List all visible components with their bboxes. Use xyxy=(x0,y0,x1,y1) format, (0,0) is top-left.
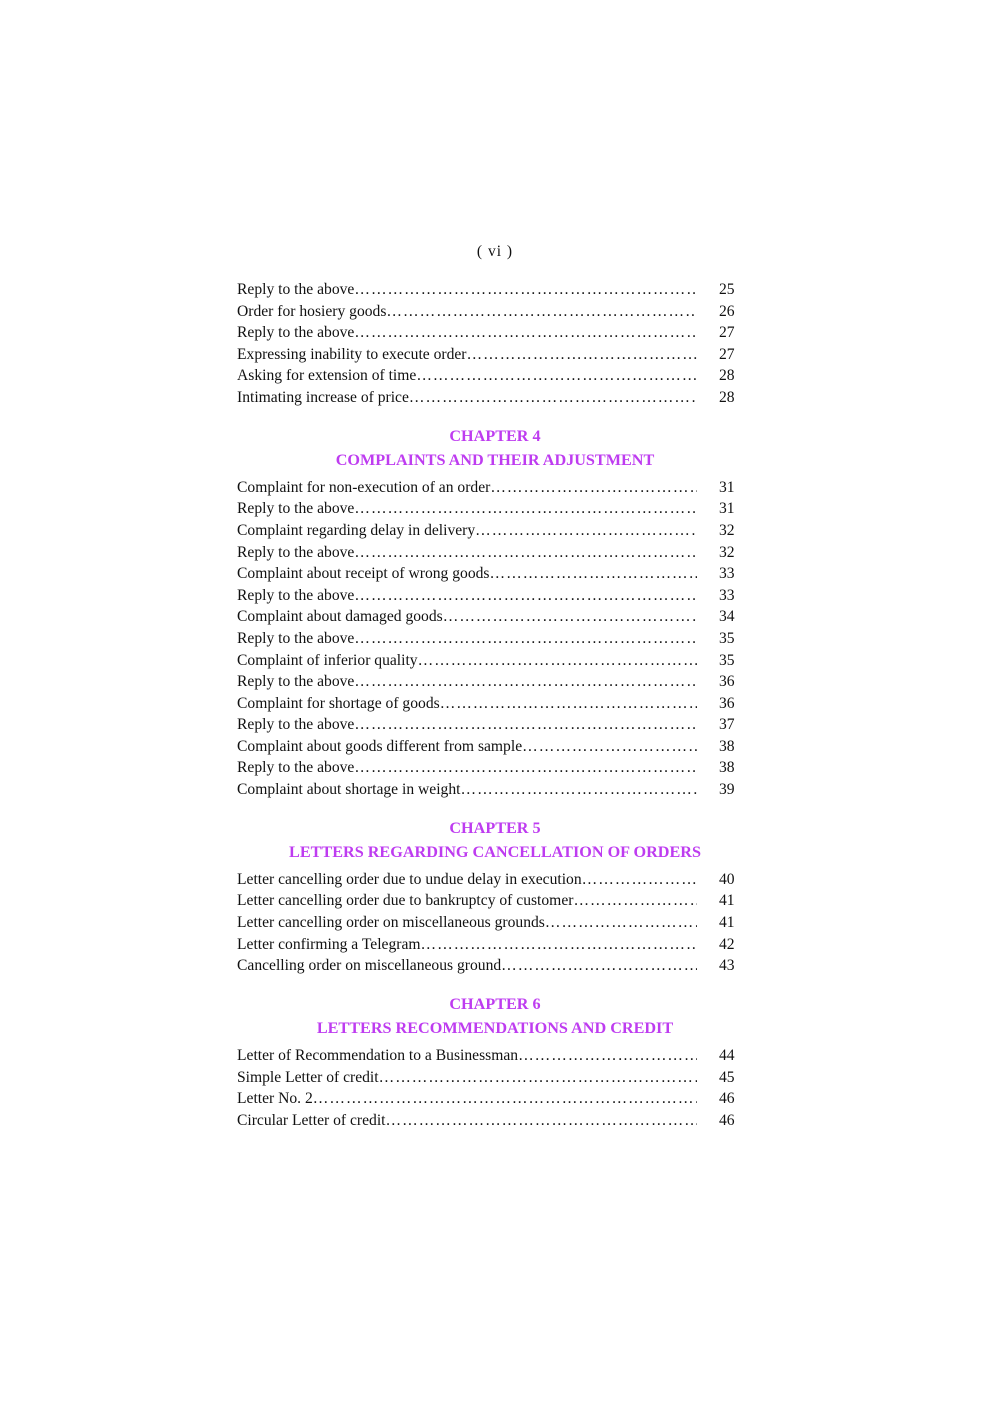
dot-leader xyxy=(354,628,697,650)
toc-entry-title: Complaint for non-execution of an order xyxy=(237,478,491,496)
dot-leader xyxy=(573,890,697,912)
toc-entry xyxy=(237,606,753,628)
dot-leader xyxy=(421,934,697,956)
dot-leader xyxy=(440,693,697,715)
toc-entry-title: Letter cancelling order on miscellaneous grounds xyxy=(237,914,545,932)
toc-entry-page: 42 xyxy=(719,935,735,953)
dot-leader xyxy=(409,387,697,409)
chapter-subtitle: LETTERS RECOMMENDATIONS AND CREDIT xyxy=(316,1019,674,1038)
toc-entry-page: 28 xyxy=(719,367,735,385)
dot-leader xyxy=(354,714,697,736)
dot-leader xyxy=(354,498,697,520)
toc-entry-title: Complaint of inferior quality xyxy=(237,651,418,669)
toc-entry xyxy=(237,714,753,736)
toc-entry-title: Complaint for shortage of goods xyxy=(237,694,440,712)
toc-entry-page: 34 xyxy=(719,608,735,626)
toc-entry-title: Reply to the above xyxy=(237,281,355,298)
dot-leader xyxy=(522,736,697,758)
toc-entry-page: 38 xyxy=(719,759,735,777)
toc-entry xyxy=(237,498,753,520)
toc-entry-page: 32 xyxy=(719,521,735,539)
dot-leader xyxy=(490,477,697,499)
toc-entry-page: 43 xyxy=(719,957,735,975)
toc-entry-page: 46 xyxy=(719,1090,735,1108)
toc-entry-page: 46 xyxy=(719,1111,735,1129)
dot-leader xyxy=(460,779,697,801)
toc-entry-title: Complaint about receipt of wrong goods xyxy=(237,565,490,583)
toc-entry-title: Reply to the above xyxy=(237,673,355,691)
toc-entry xyxy=(237,301,753,323)
toc-entry-page: 35 xyxy=(719,629,735,647)
toc-entry xyxy=(237,693,753,715)
toc-entry-title: Intimating increase of price xyxy=(237,388,409,406)
toc-entry-title: Expressing inability to execute order xyxy=(237,345,467,363)
toc-entry-title: Circular Letter of credit xyxy=(237,1111,386,1129)
toc-entry-page: 36 xyxy=(719,694,735,712)
toc-entry-title: Order for hosiery goods xyxy=(237,302,387,320)
toc-entry xyxy=(237,1067,753,1089)
toc-entry-title: Reply to the above xyxy=(237,716,355,734)
toc-entry-page: 36 xyxy=(719,673,735,691)
toc-entry-title: Complaint about goods different from sample xyxy=(237,737,523,755)
chapter-heading: CHAPTER 6 xyxy=(449,994,541,1013)
toc-entry xyxy=(237,542,753,564)
toc-entry xyxy=(237,344,753,366)
toc-entry xyxy=(237,779,753,801)
toc-entry-title: Reply to the above xyxy=(237,500,355,518)
toc-entry-title: Reply to the above xyxy=(237,759,355,777)
chapter-subtitle: COMPLAINTS AND THEIR ADJUSTMENT xyxy=(335,451,655,470)
toc-entry-page: 25 xyxy=(719,281,735,298)
dot-leader xyxy=(354,757,697,779)
toc-entry-title: Letter cancelling order due to bankruptcy of customer xyxy=(237,892,574,910)
dot-leader xyxy=(354,585,697,607)
toc-entry xyxy=(237,279,753,301)
toc-entry xyxy=(237,520,753,542)
toc-entry-title: Reply to the above xyxy=(237,586,355,604)
toc-entry-page: 27 xyxy=(719,345,735,363)
toc-entry-title: Letter cancelling order due to undue delay in execution xyxy=(237,870,582,888)
toc-entry-page: 33 xyxy=(719,565,735,583)
toc-entry-page: 40 xyxy=(719,870,735,888)
toc-entry-title: Letter No. 2 xyxy=(237,1090,313,1108)
toc-entry xyxy=(237,477,753,499)
toc-entry-title: Complaint regarding delay in delivery xyxy=(237,521,476,539)
toc-entry-page: 38 xyxy=(719,737,735,755)
chapter-heading: CHAPTER 4 xyxy=(449,426,541,445)
dot-leader xyxy=(386,301,697,323)
table-of-contents xyxy=(237,241,753,1131)
toc-entry-page: 31 xyxy=(719,500,735,518)
toc-entry xyxy=(237,934,753,956)
toc-entry-page: 33 xyxy=(719,586,735,604)
toc-entry-page: 28 xyxy=(719,388,735,406)
toc-entry xyxy=(237,387,753,409)
toc-entry-page: 31 xyxy=(719,478,735,496)
toc-entry-page: 45 xyxy=(719,1068,735,1086)
toc-entry-title: Complaint about shortage in weight xyxy=(237,781,461,799)
toc-entry-title: Reply to the above xyxy=(237,324,355,342)
dot-leader xyxy=(501,955,697,977)
chapter-subtitle: LETTERS REGARDING CANCELLATION OF ORDERS xyxy=(289,843,701,862)
toc-entry-title: Cancelling order on miscellaneous ground xyxy=(237,957,502,975)
dot-leader xyxy=(475,520,697,542)
dot-leader xyxy=(467,344,697,366)
dot-leader xyxy=(582,869,697,891)
dot-leader xyxy=(354,542,697,564)
dot-leader xyxy=(354,279,697,301)
dot-leader xyxy=(443,606,697,628)
toc-entry-page: 35 xyxy=(719,651,735,669)
toc-entry-page: 26 xyxy=(719,302,735,320)
toc-entry-title: Letter of Recommendation to a Businessman xyxy=(237,1047,519,1064)
toc-entry xyxy=(237,628,753,650)
toc-entry xyxy=(237,563,753,585)
dot-leader xyxy=(416,365,697,387)
toc-entry-page: 39 xyxy=(719,781,735,799)
toc-entry-title: Simple Letter of credit xyxy=(237,1068,379,1086)
dot-leader xyxy=(490,563,698,585)
toc-entry xyxy=(237,890,753,912)
toc-entry xyxy=(237,322,753,344)
toc-entry xyxy=(237,365,753,387)
toc-entry-page: 41 xyxy=(719,892,735,910)
toc-entry-title: Letter confirming a Telegram xyxy=(237,935,421,953)
page-number-marker: ( vi ) xyxy=(476,243,514,260)
toc-entry-page: 32 xyxy=(719,543,735,561)
dot-leader xyxy=(518,1045,697,1067)
chapter-heading: CHAPTER 5 xyxy=(449,818,541,837)
dot-leader xyxy=(379,1067,697,1089)
toc-entry-page: 37 xyxy=(719,716,735,734)
toc-entry xyxy=(237,955,753,977)
dot-leader xyxy=(545,912,697,934)
toc-entry-page: 44 xyxy=(719,1047,735,1064)
toc-sections xyxy=(237,279,753,1131)
toc-entry xyxy=(237,650,753,672)
toc-entry xyxy=(237,912,753,934)
toc-entry-title: Asking for extension of time xyxy=(237,367,417,385)
dot-leader xyxy=(354,322,697,344)
toc-entry xyxy=(237,585,753,607)
toc-entry-page: 41 xyxy=(719,914,735,932)
toc-entry xyxy=(237,757,753,779)
toc-entry xyxy=(237,1110,753,1132)
toc-entry-title: Reply to the above xyxy=(237,543,355,561)
toc-entry xyxy=(237,1045,753,1067)
toc-entry xyxy=(237,1088,753,1110)
toc-entry-page: 27 xyxy=(719,324,735,342)
toc-entry xyxy=(237,869,753,891)
dot-leader xyxy=(354,671,697,693)
dot-leader xyxy=(418,650,697,672)
dot-leader xyxy=(386,1110,698,1132)
toc-entry xyxy=(237,736,753,758)
toc-entry-title: Reply to the above xyxy=(237,629,355,647)
dot-leader xyxy=(313,1088,697,1110)
toc-entry-title: Complaint about damaged goods xyxy=(237,608,443,626)
toc-entry xyxy=(237,671,753,693)
